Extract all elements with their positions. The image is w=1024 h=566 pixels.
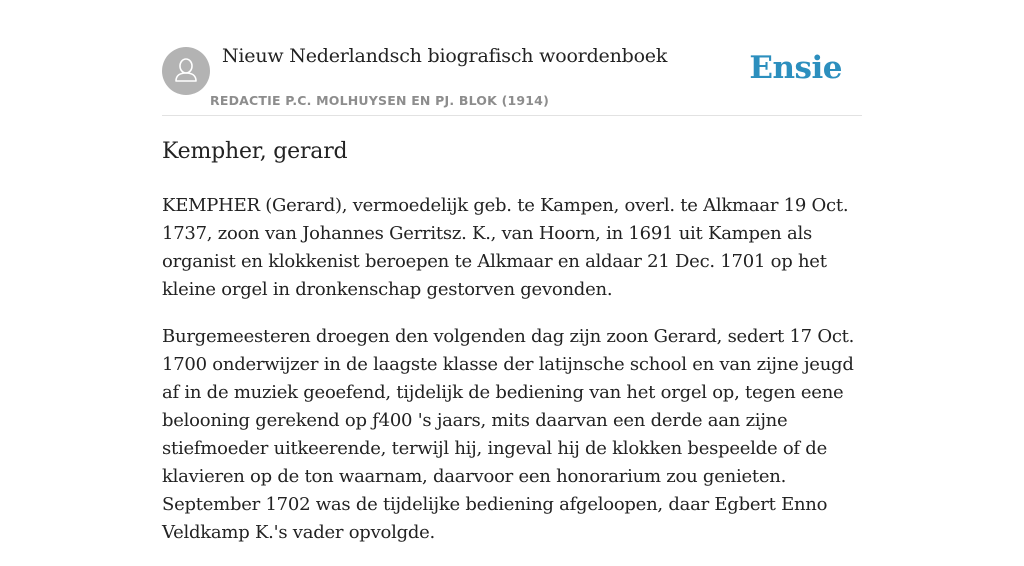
source-editors: REDACTIE P.C. MOLHUYSEN EN PJ. BLOK (1914)	[210, 93, 549, 108]
article-paragraph: Burgemeesteren droegen den volgenden dag zijn zoon Gerard, sedert 17 Oct. 1700 onderwijzer in de laagste klasse der latijnsche school en van zijne jeugd af in de muziek geoefend, tijdelijk de bediening van het orgel op, tegen eene belooning gerekend op ƒ400 's jaars, mits daarvan een derde aan zijne stiefmoeder uitkeerende, terwijl hij, ingeval hij de klokken bespeelde of de klavieren op de ton waarnam, daarvoor een honorarium zou genieten. September 1702 was de tijdelijke bediening afgeloopen, daar Egbert Enno Veldkamp K.'s vader opvolgde.	[162, 326, 855, 543]
source-header	[162, 0, 862, 116]
ensie-logo-link[interactable]: Ensie	[749, 50, 842, 86]
source-title-link[interactable]: Nieuw Nederlandsch biografisch woordenboek	[222, 45, 668, 67]
article-paragraph: KEMPHER (Gerard), vermoedelijk geb. te Kampen, overl. te Alkmaar 19 Oct. 1737, zoon van Johannes Gerritsz. K., van Hoorn, in 1691 uit Kampen als organist en klokkenist beroepen te Alkmaar en aldaar 21 Dec. 1701 op het kleine orgel in dronkenschap gestorven gevonden.	[162, 195, 849, 300]
article-body	[162, 192, 862, 566]
user-silhouette-icon[interactable]	[162, 47, 210, 95]
article-title: Kempher, gerard	[162, 139, 348, 164]
